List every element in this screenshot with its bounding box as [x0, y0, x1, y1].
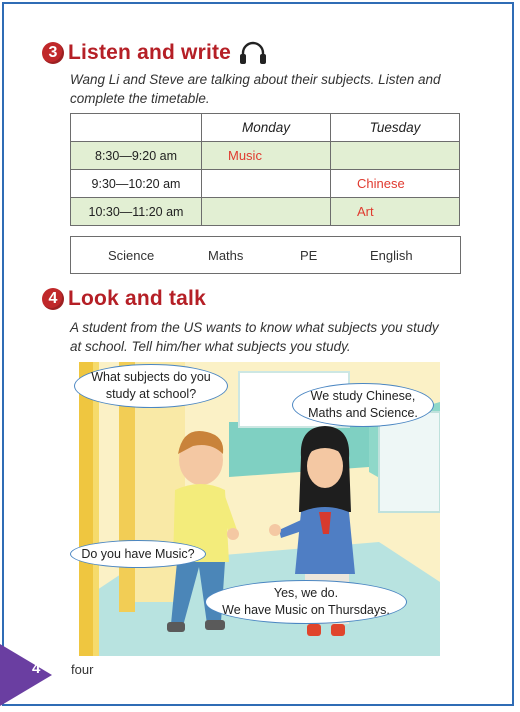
exercise-4-number: 4: [42, 288, 64, 310]
time-cell: 10:30—11:20 am: [71, 198, 202, 226]
word-bank-item: English: [370, 248, 413, 263]
time-cell: 8:30—9:20 am: [71, 142, 202, 170]
exercise-4-instructions: A student from the US wants to know what subjects you study at school. Tell him/her what subjects you study.: [70, 320, 439, 354]
exercise-3-number: 3: [42, 42, 64, 64]
timetable-header-cell: Monday: [202, 114, 331, 142]
tuesday-answer-cell: Art: [331, 198, 460, 226]
page-number: 4: [32, 660, 41, 677]
exercise-3-instructions: Wang Li and Steve are talking about their subjects. Listen and complete the timetable.: [70, 72, 441, 106]
word-bank-item: Science: [108, 248, 155, 263]
tuesday-answer-cell: Chinese: [331, 170, 460, 198]
word-bank: [70, 236, 461, 274]
timetable-header-row: [71, 114, 460, 142]
page-number-word: four: [71, 662, 94, 677]
page-tab: [0, 644, 52, 706]
word-bank-item: Maths: [208, 248, 244, 263]
word-bank-item: PE: [300, 248, 318, 263]
timetable: [70, 113, 460, 226]
table-row: [71, 198, 460, 226]
table-row: [71, 170, 460, 198]
exercise-3-title: Listen and write: [68, 41, 232, 64]
tuesday-answer-cell: [331, 142, 460, 170]
time-cell: 9:30—10:20 am: [71, 170, 202, 198]
speech-bubble-subjects-answer: We study Chinese, Maths and Science.: [292, 383, 434, 427]
speech-bubble-subjects-question: What subjects do you study at school?: [74, 364, 228, 408]
headphones-icon: [238, 40, 268, 66]
monday-answer-cell: [202, 198, 331, 226]
timetable-header-cell: Tuesday: [331, 114, 460, 142]
speech-bubble-music-answer: Yes, we do. We have Music on Thursdays.: [205, 580, 407, 624]
exercise-4-heading: [42, 287, 206, 311]
monday-answer-cell: Music: [202, 142, 331, 170]
timetable-header-cell: [71, 114, 202, 142]
table-row: [71, 142, 460, 170]
exercise-4-title: Look and talk: [68, 287, 206, 310]
exercise-3-heading: [42, 40, 268, 66]
speech-bubble-music-question: Do you have Music?: [70, 540, 206, 568]
monday-answer-cell: [202, 170, 331, 198]
